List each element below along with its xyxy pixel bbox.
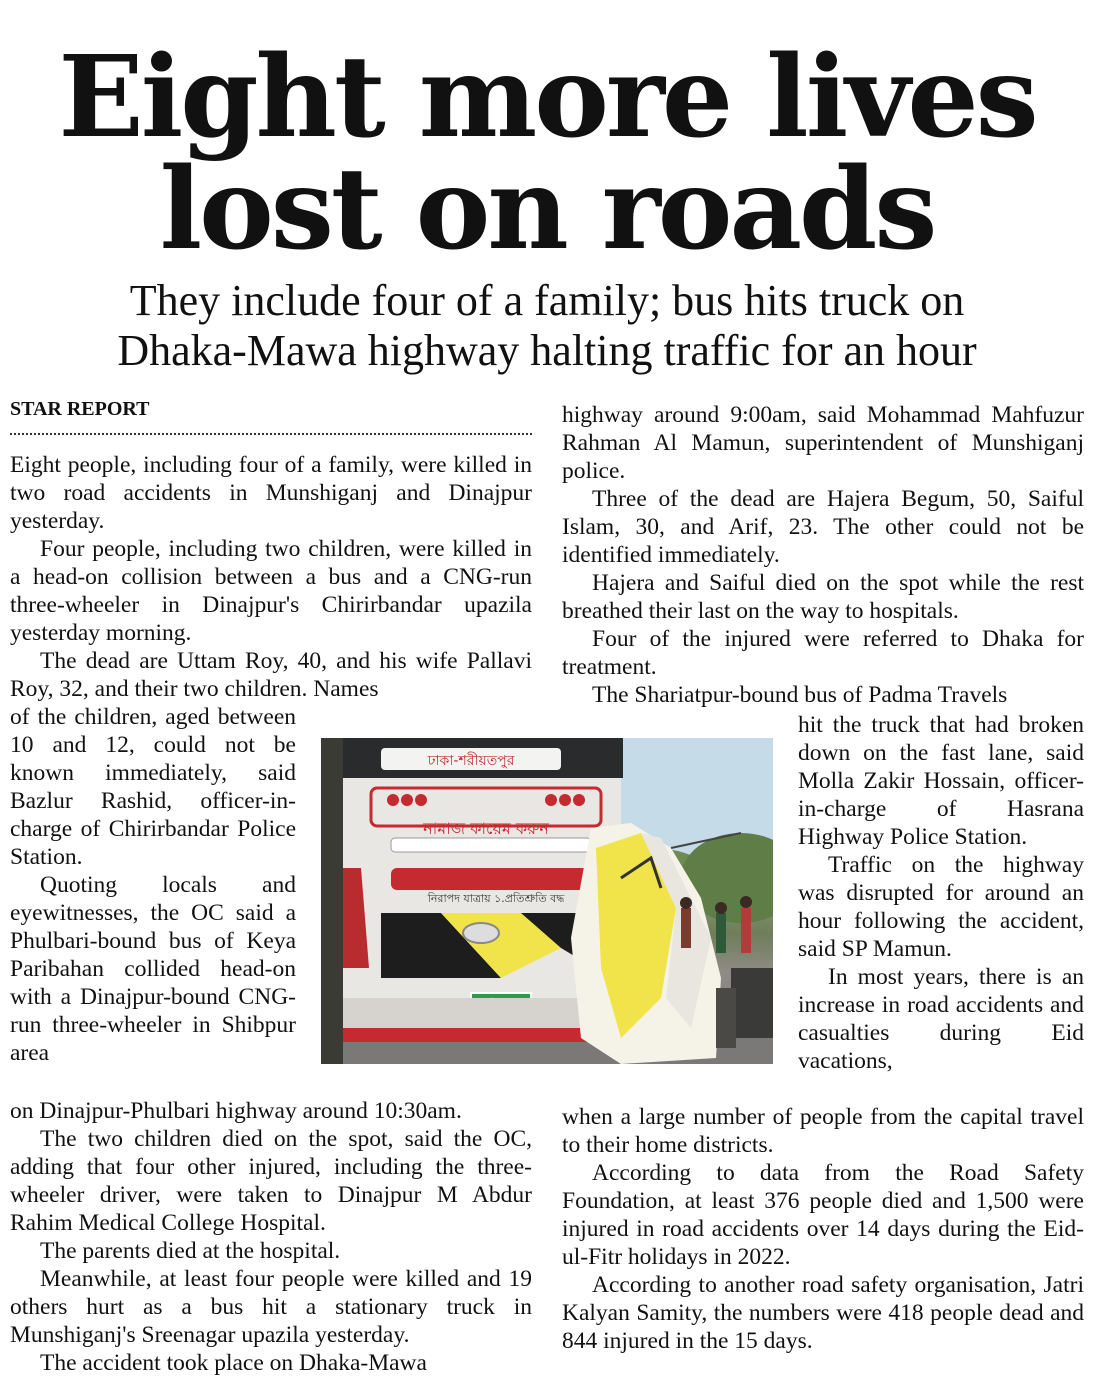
right-column-wrap — [798, 711, 1084, 1075]
paragraph: Quoting locals and eyewitnesses, the OC said a Phulbari-bound bus of Keya Paribahan collided head-on with a Dinajpur-bound CNG-run three-wheeler in Shibpur area — [10, 872, 296, 1066]
paragraph: Four of the injured were referred to Dhaka for treatment. — [562, 626, 1084, 680]
paragraph: According to data from the Road Safety Foundation, at least 376 people died and 1,500 were injured in road accidents over 14 days during the Eid-ul-Fitr holidays in 2022. — [562, 1160, 1084, 1270]
paragraph: In most years, there is an increase in road accidents and casualties during Eid vacations, — [798, 964, 1084, 1074]
bus-stripe-text: নিরাপদ যাত্রায় ১.প্রতিশ্রুতি বদ্ধ — [427, 892, 565, 905]
paragraph: when a large number of people from the capital travel to their home districts. — [562, 1104, 1084, 1158]
paragraph: The accident took place on Dhaka-Mawa — [40, 1350, 427, 1376]
crashed-bus-photo — [321, 738, 773, 1064]
paragraph: Hajera and Saiful died on the spot while the rest breathed their last on the way to hospitals. — [562, 570, 1084, 624]
paragraph: of the children, aged between 10 and 12, could not be known immediately, said Bazlur Rashid, officer-in-charge of Chirirbandar Police Station. — [10, 704, 296, 870]
headline — [0, 32, 1094, 275]
deck-line-1: They include four of a family; bus hits truck on — [129, 276, 965, 325]
bus-banner-text: নামাজ কায়েম করুন — [423, 819, 549, 838]
left-column-wrap — [10, 703, 296, 1067]
deck-line-2: Dhaka-Mawa highway halting traffic for an hour — [117, 326, 977, 375]
paragraph: highway around 9:00am, said Mohammad Mahfuzur Rahman Al Mamun, superintendent of Munshiganj police. — [562, 402, 1084, 484]
left-column-bottom — [10, 1097, 532, 1377]
left-column-top — [10, 451, 532, 703]
paragraph: According to another road safety organisation, Jatri Kalyan Samity, the numbers were 418 people dead and 844 injured in the 15 days. — [562, 1272, 1084, 1354]
paragraph: The two children died on the spot, said the OC, adding that four other injured, including the three-wheeler driver, were taken to Dinajpur M Abdur Rahim Medical College Hospital. — [10, 1126, 532, 1236]
paragraph: Four people, including two children, were killed in a head-on collision between a bus and a CNG-run three-wheeler in Dinajpur's Chirirbandar upazila yesterday morning. — [10, 536, 532, 646]
paragraph: Traffic on the highway was disrupted for around an hour following the accident, said SP Mamun. — [798, 852, 1084, 962]
paragraph: Three of the dead are Hajera Begum, 50, Saiful Islam, 30, and Arif, 23. The other could not be identified immediately. — [562, 486, 1084, 568]
paragraph: Eight people, including four of a family, were killed in two road accidents in Munshiganj and Dinajpur yesterday. — [10, 452, 532, 534]
deck — [0, 276, 1094, 376]
byline-divider — [10, 433, 532, 435]
paragraph: on Dinajpur-Phulbari highway around 10:30am. — [10, 1098, 462, 1124]
paragraph: Meanwhile, at least four people were killed and 19 others hurt as a bus hit a stationary truck in Munshiganj's Sreenagar upazila yesterday. — [10, 1266, 532, 1348]
byline: STAR REPORT — [10, 398, 150, 420]
right-column-bottom — [562, 1103, 1084, 1355]
right-column-top — [562, 401, 1084, 709]
paragraph: hit the truck that had broken down on the fast lane, said Molla Zakir Hossain, officer-in-charge of Hasrana Highway Police Station. — [798, 712, 1084, 850]
bus-top-text: ঢাকা-শরীয়তপুর — [427, 753, 515, 769]
headline-line-2: lost on roads — [159, 144, 935, 275]
paragraph: The Shariatpur-bound bus of Padma Travels — [592, 682, 1008, 708]
paragraph: The parents died at the hospital. — [40, 1238, 341, 1264]
paragraph: The dead are Uttam Roy, 40, and his wife Pallavi Roy, 32, and their two children. Names — [10, 648, 532, 702]
headline-line-1: Eight more lives — [58, 32, 1036, 163]
